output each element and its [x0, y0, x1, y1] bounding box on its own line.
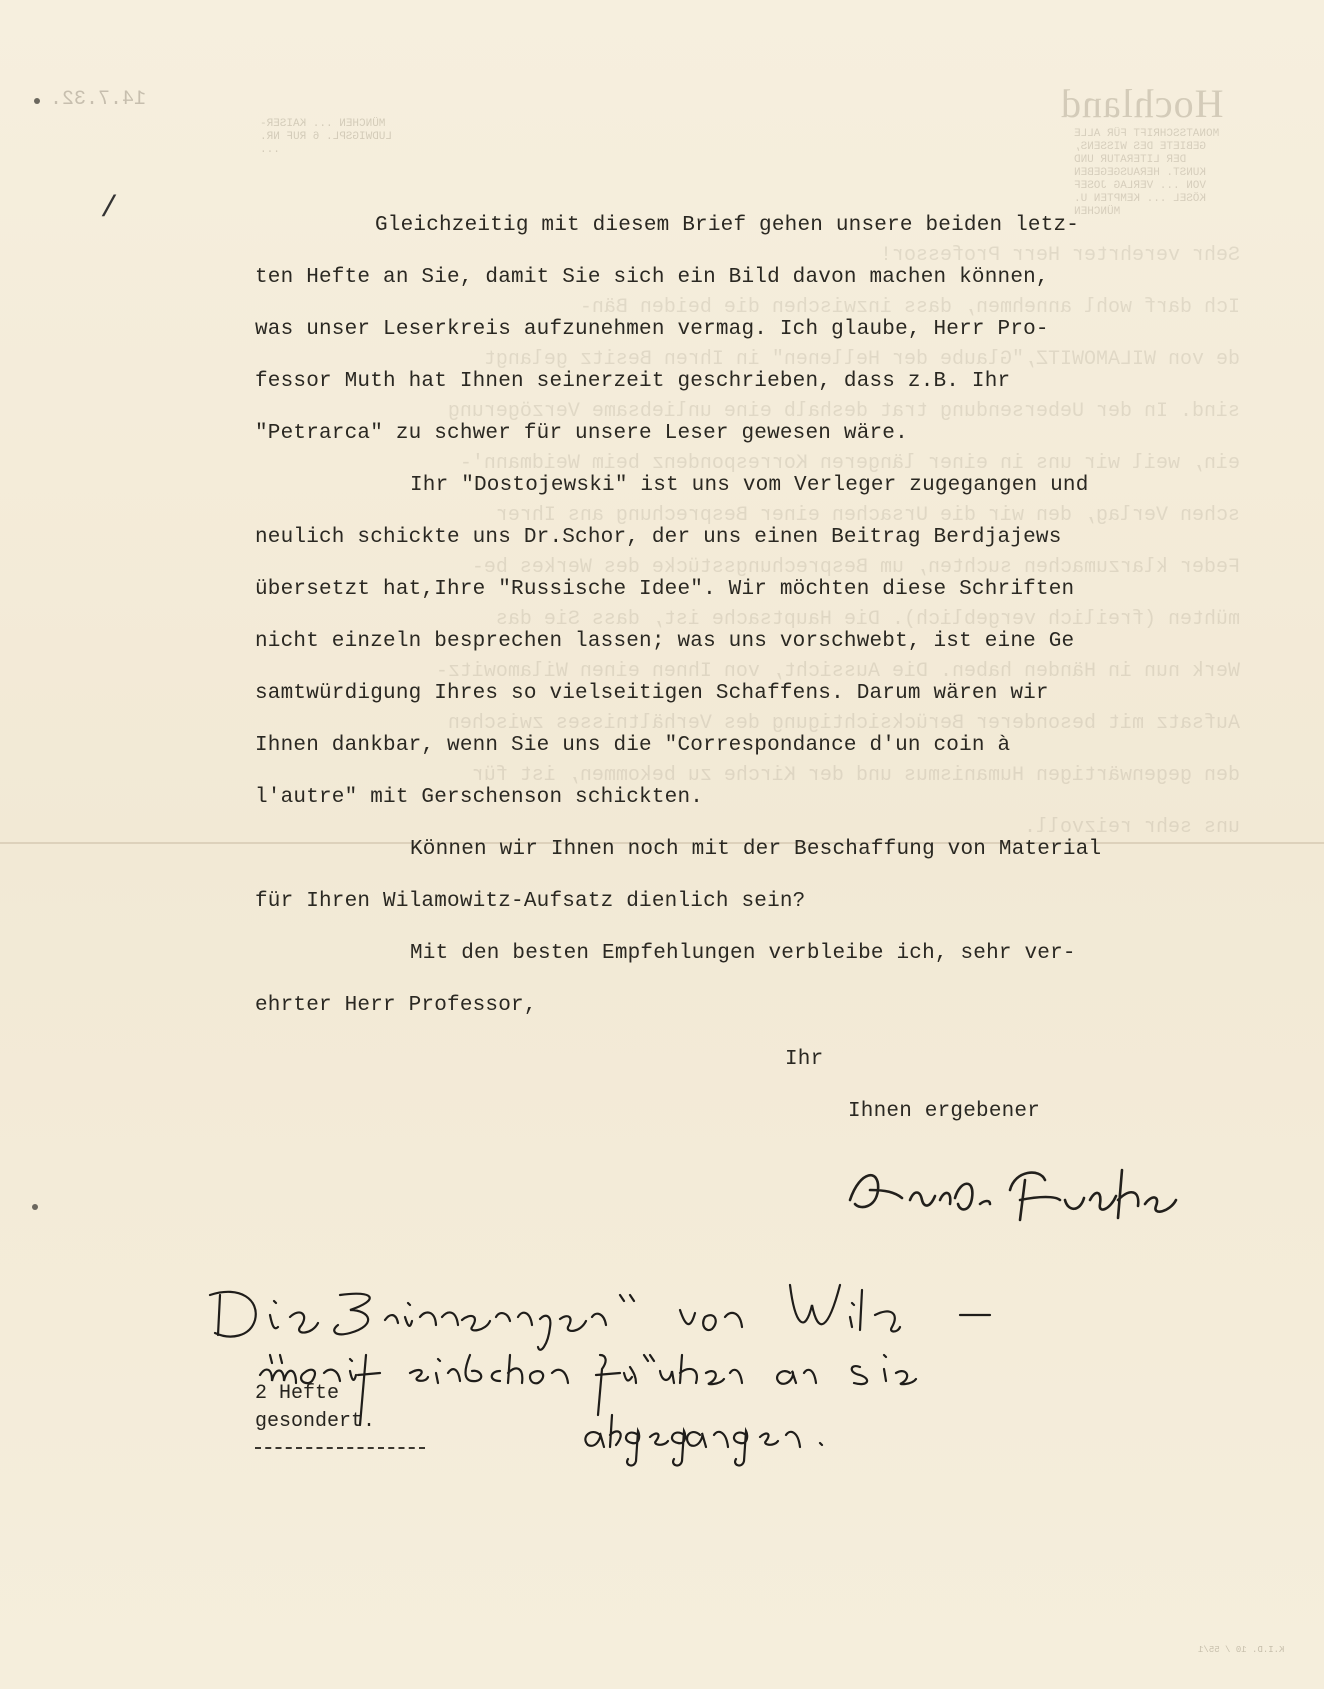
- show-through-line: Aufsatz mit besonderer Berücksichtigung des Verhältnisses zwischen: [447, 712, 1240, 735]
- handwritten-note: [200, 1255, 1270, 1475]
- closing-ihr: Ihr: [785, 1048, 824, 1071]
- body-line: fessor Muth hat Ihnen seinerzeit geschrieben, dass z.B. Ihr: [255, 370, 1011, 393]
- margin-mark: /: [100, 192, 119, 226]
- body-line: Ihnen dankbar, wenn Sie uns die "Correspondance d'un coin à: [255, 734, 1011, 757]
- show-through-line: ein, weil wir uns in einer längeren Korrespondenz beim Weidmann'-: [459, 452, 1240, 475]
- punch-dot: [34, 98, 40, 104]
- show-through-line: Werk nun in Händen haben. Die Aussicht, von Ihnen einen Wilamowitz-: [435, 660, 1240, 683]
- letterhead-address: MÜNCHEN ... KAISER-LUDWIGSPL. 6 RUF NR. ...: [260, 118, 393, 156]
- archive-stamp: K.I.D. 10 / 55/1: [1197, 1645, 1284, 1655]
- show-through-line: Sehr verehrter Herr Professor!: [879, 244, 1240, 267]
- body-line: für Ihren Wilamowitz-Aufsatz dienlich sein?: [255, 890, 806, 913]
- body-line: samtwürdigung Ihres so vielseitigen Schaffens. Darum wären wir: [255, 682, 1049, 705]
- body-line: ehrter Herr Professor,: [255, 994, 537, 1017]
- punch-dot: [32, 1204, 38, 1210]
- body-line: Mit den besten Empfehlungen verbleibe ich, sehr ver-: [410, 942, 1076, 965]
- show-through-line: uns sehr reizvoll.: [1023, 816, 1240, 839]
- letterhead-subtitle: MONATSSCHRIFT FÜR ALLE GEBIETE DES WISSENS, DER LITERATUR UND KUNST. HERAUSGEGEBEN VON ... VERLAG JOSEF KÖSEL ... KEMPTEN U. MÜNCHEN: [1074, 128, 1220, 218]
- show-through-line: schen Verlag, den wir die Ursachen einer Besprechung ans Ihrer: [495, 504, 1240, 527]
- show-through-line: Ich darf wohl annehmen, dass inzwischen die beiden Bän-: [579, 296, 1240, 319]
- show-through-line: Feder klarzumachen suchten, um Besprechungsstücke des Werkes be-: [471, 556, 1240, 579]
- closing-ergebener: Ihnen ergebener: [848, 1100, 1041, 1123]
- show-through-line: mühten (freilich vergeblich). Die Hauptsache ist, dass Sie das: [495, 608, 1240, 631]
- enclosure-note: [255, 1380, 375, 1436]
- letterhead-brand: Hochland: [1060, 81, 1224, 126]
- body-line: nicht einzeln besprechen lassen; was uns vorschwebt, ist eine Ge: [255, 630, 1075, 653]
- body-line: Gleichzeitig mit diesem Brief gehen unsere beiden letz-: [375, 214, 1080, 237]
- show-through-line: sind. In der Uebersendung trat deshalb eine unliebsame Verzögerung: [447, 400, 1240, 423]
- show-through-line: de von WILAMOWITZ,"Glaube der Hellenen" in Ihren Besitz gelangt: [483, 348, 1240, 371]
- body-line: Ihr "Dostojewski" ist uns vom Verleger zugegangen und: [410, 474, 1089, 497]
- body-line: Können wir Ihnen noch mit der Beschaffung von Material: [410, 838, 1102, 861]
- body-line: ten Hefte an Sie, damit Sie sich ein Bild davon machen können,: [255, 266, 1049, 289]
- body-line: übersetzt hat,Ihre "Russische Idee". Wir möchten diese Schriften: [255, 578, 1075, 601]
- enclosure-line: 2 Hefte: [255, 1382, 340, 1405]
- body-line: l'autre" mit Gerschenson schickten.: [255, 786, 704, 809]
- body-line: was unser Leserkreis aufzunehmen vermag. Ich glaube, Herr Pro-: [255, 318, 1049, 341]
- show-through-line: den gegenwärtigen Humanismus und der Kirche zu bekommen, ist für: [471, 764, 1240, 787]
- enclosure-line: gesondert.: [255, 1410, 376, 1433]
- letter-date: 14.7.32.: [50, 88, 147, 111]
- body-line: neulich schickte uns Dr.Schor, der uns einen Beitrag Berdjajews: [255, 526, 1062, 549]
- handwritten-signature: [840, 1160, 1260, 1230]
- body-line: "Petrarca" zu schwer für unsere Leser gewesen wäre.: [255, 422, 908, 445]
- enclosure-underline: [255, 1447, 425, 1449]
